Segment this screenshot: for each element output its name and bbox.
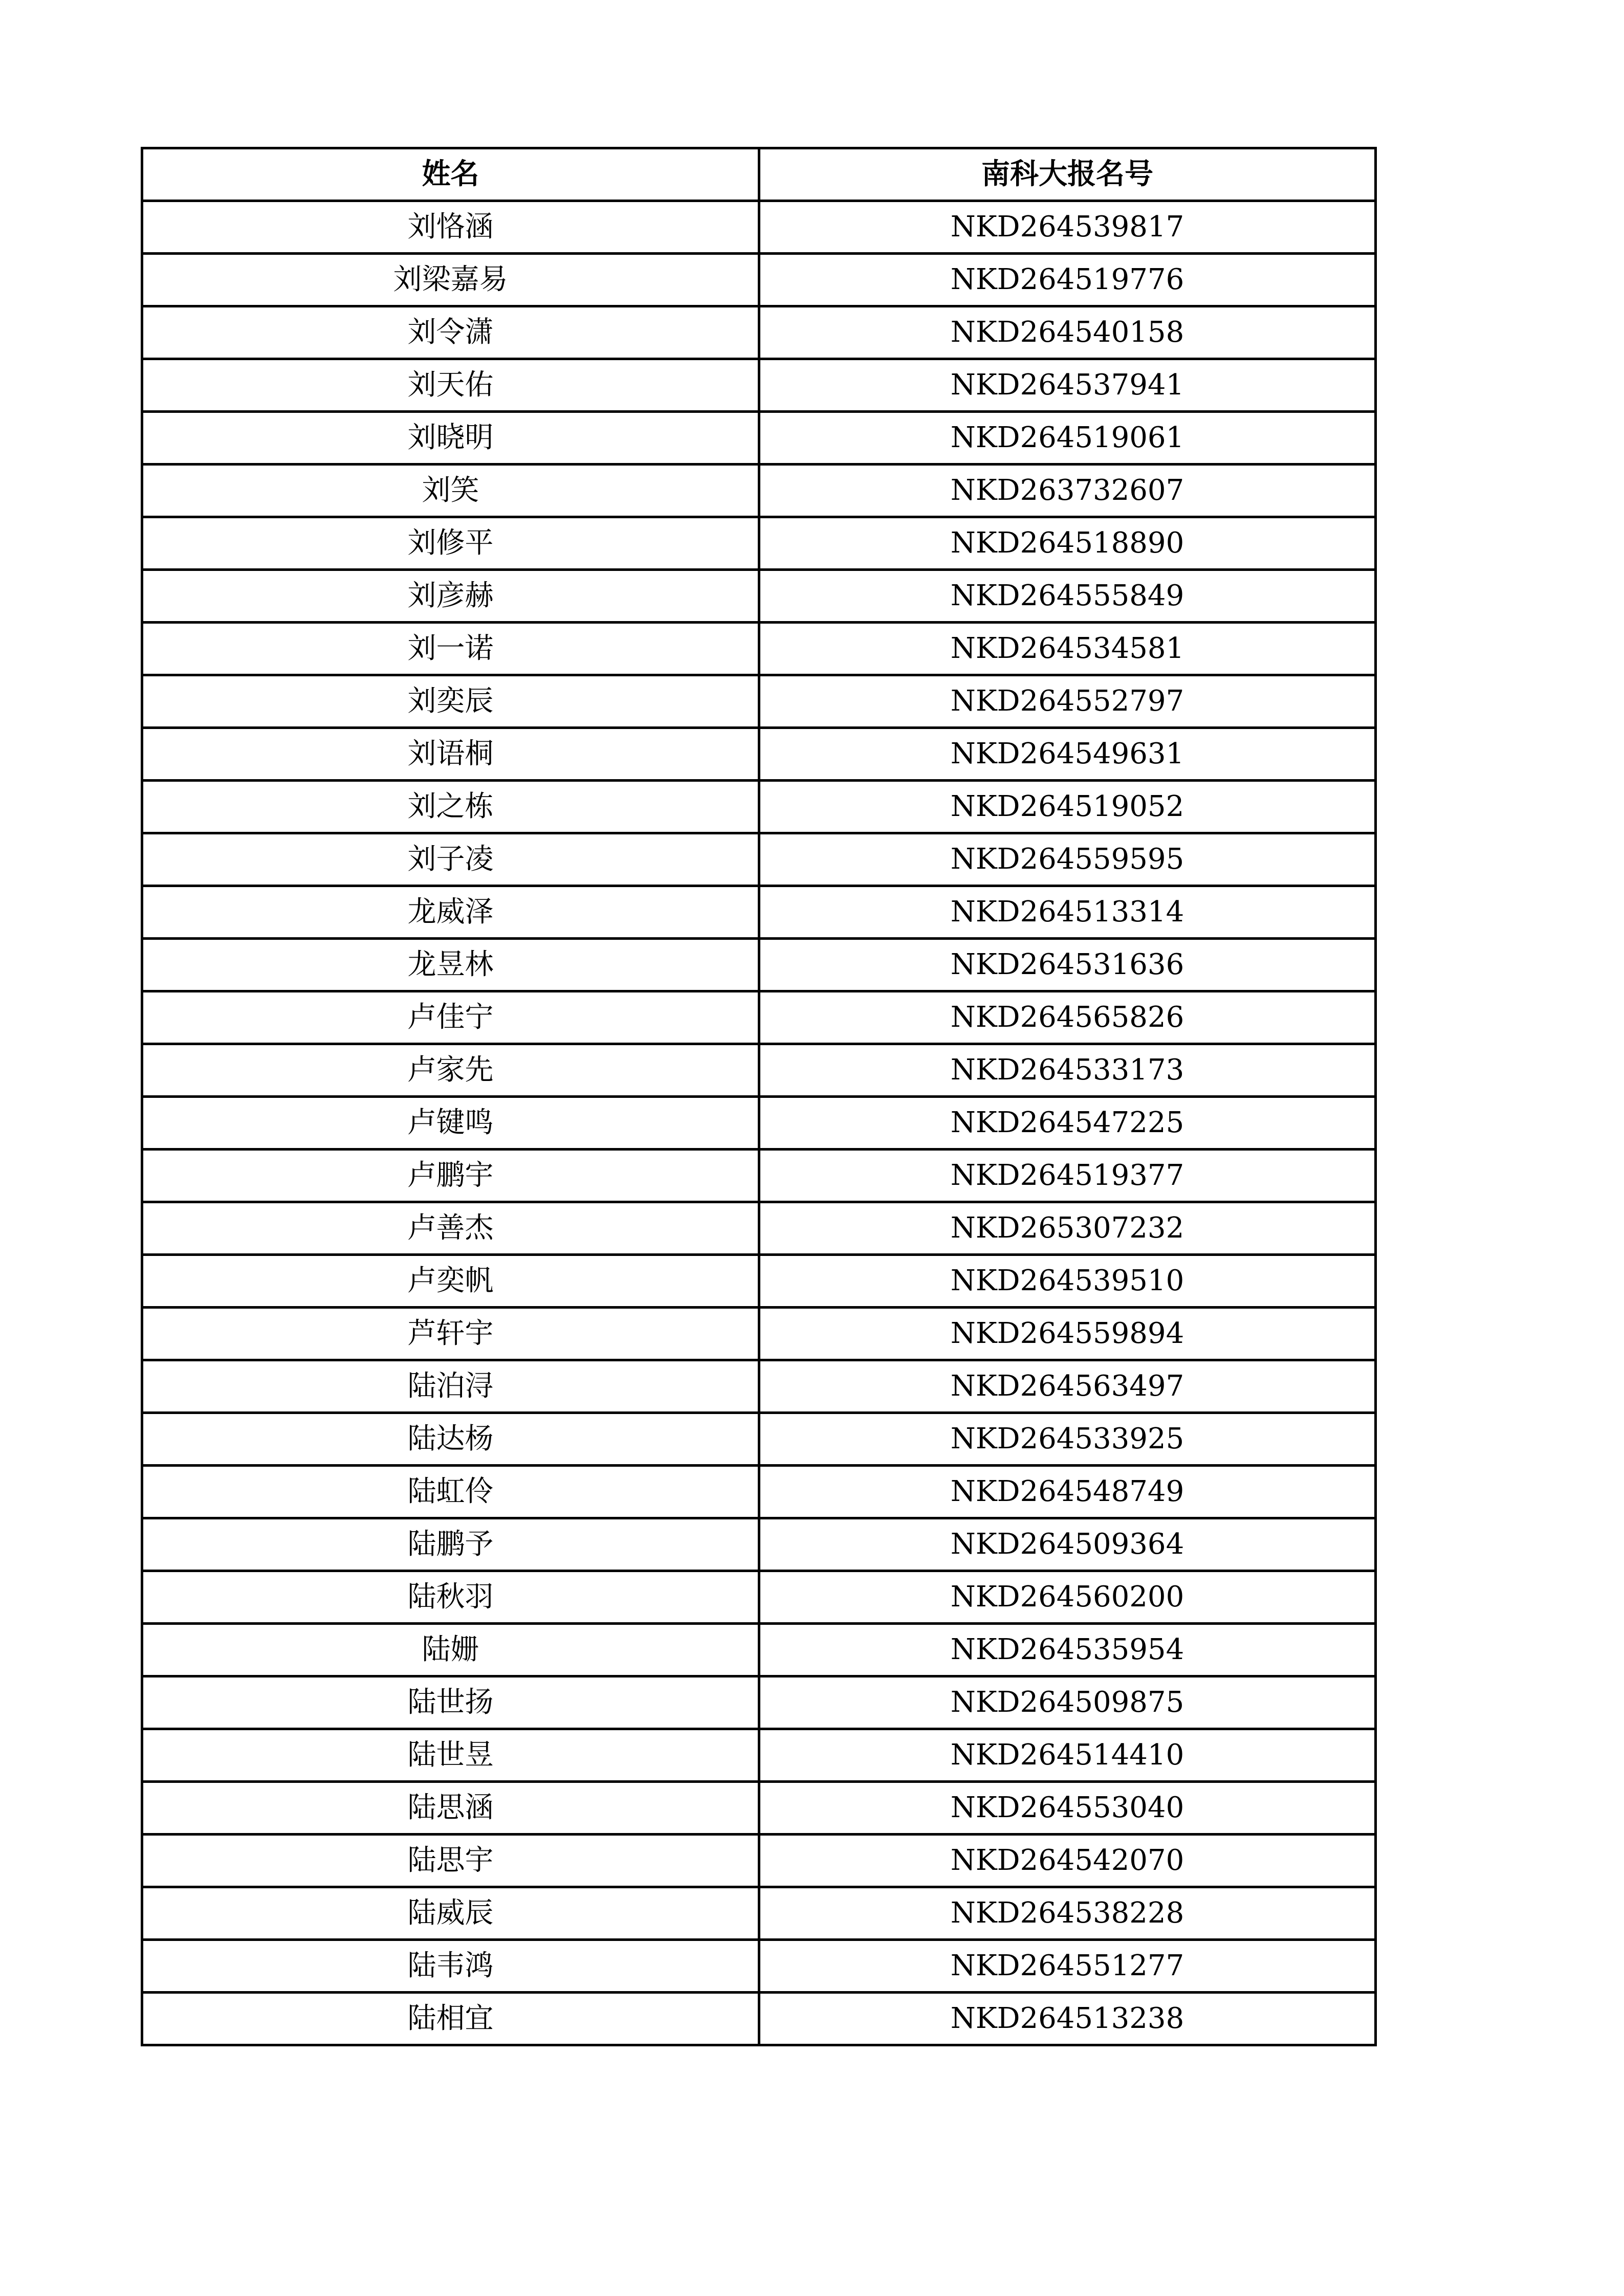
student-name-cell: 陆鹏予 [142, 1518, 759, 1571]
registration-number-cell: NKD264509875 [759, 1676, 1376, 1729]
header-name: 姓名 [142, 148, 759, 201]
table-row [142, 1624, 1376, 1676]
student-name-cell: 陆虹伶 [142, 1466, 759, 1518]
registration-number-cell: NKD264565826 [759, 991, 1376, 1044]
table-row [142, 886, 1376, 939]
table-row [142, 254, 1376, 306]
student-name-cell: 刘天佑 [142, 359, 759, 412]
student-name-cell: 卢家先 [142, 1044, 759, 1097]
registration-number-cell: NKD264514410 [759, 1729, 1376, 1782]
table-row [142, 675, 1376, 728]
registration-number-cell: NKD263732607 [759, 465, 1376, 517]
registration-number-cell: NKD264549631 [759, 728, 1376, 781]
registration-number-cell: NKD264563497 [759, 1360, 1376, 1413]
registration-number-cell: NKD264519061 [759, 412, 1376, 465]
table-row [142, 517, 1376, 570]
registration-number-cell: NKD264513314 [759, 886, 1376, 939]
table-row [142, 781, 1376, 833]
registration-number-cell: NKD264534581 [759, 623, 1376, 675]
registration-number-cell: NKD264519776 [759, 254, 1376, 306]
table-row [142, 1887, 1376, 1940]
registration-number-cell: NKD264551277 [759, 1940, 1376, 1993]
table-row [142, 465, 1376, 517]
student-name-cell: 卢键鸣 [142, 1097, 759, 1150]
registration-number-cell: NKD264560200 [759, 1571, 1376, 1624]
registration-number-cell: NKD264552797 [759, 675, 1376, 728]
student-name-cell: 陆泊浔 [142, 1360, 759, 1413]
table-row [142, 570, 1376, 623]
table-row [142, 1466, 1376, 1518]
roster-table [141, 147, 1377, 2046]
table-row [142, 1413, 1376, 1466]
registration-number-cell: NKD264518890 [759, 517, 1376, 570]
registration-number-cell: NKD264540158 [759, 306, 1376, 359]
registration-number-cell: NKD264547225 [759, 1097, 1376, 1150]
registration-number-cell: NKD265307232 [759, 1202, 1376, 1255]
registration-number-cell: NKD264537941 [759, 359, 1376, 412]
student-name-cell: 刘奕辰 [142, 675, 759, 728]
table-row [142, 1097, 1376, 1150]
table-row [142, 1308, 1376, 1360]
student-name-cell: 刘晓明 [142, 412, 759, 465]
student-name-cell: 陆秋羽 [142, 1571, 759, 1624]
table-row [142, 833, 1376, 886]
registration-number-cell: NKD264559894 [759, 1308, 1376, 1360]
table-row [142, 728, 1376, 781]
student-name-cell: 刘修平 [142, 517, 759, 570]
student-name-cell: 芦轩宇 [142, 1308, 759, 1360]
table-row [142, 939, 1376, 991]
student-name-cell: 刘恪涵 [142, 201, 759, 254]
student-name-cell: 陆姗 [142, 1624, 759, 1676]
registration-number-cell: NKD264519052 [759, 781, 1376, 833]
student-name-cell: 陆韦鸿 [142, 1940, 759, 1993]
table-row [142, 412, 1376, 465]
student-name-cell: 陆思涵 [142, 1782, 759, 1835]
student-name-cell: 刘彦赫 [142, 570, 759, 623]
student-name-cell: 刘之栋 [142, 781, 759, 833]
student-name-cell: 刘令潇 [142, 306, 759, 359]
table-row [142, 1202, 1376, 1255]
table-row [142, 1835, 1376, 1887]
table-row [142, 1993, 1376, 2045]
table-row [142, 991, 1376, 1044]
registration-number-cell: NKD264539510 [759, 1255, 1376, 1308]
table-row [142, 201, 1376, 254]
registration-number-cell: NKD264553040 [759, 1782, 1376, 1835]
registration-number-cell: NKD264509364 [759, 1518, 1376, 1571]
table-row [142, 359, 1376, 412]
student-name-cell: 卢奕帆 [142, 1255, 759, 1308]
student-name-cell: 陆思宇 [142, 1835, 759, 1887]
table-row [142, 623, 1376, 675]
student-name-cell: 陆世昱 [142, 1729, 759, 1782]
student-name-cell: 刘一诺 [142, 623, 759, 675]
registration-number-cell: NKD264555849 [759, 570, 1376, 623]
student-name-cell: 卢鹏宇 [142, 1150, 759, 1202]
student-name-cell: 卢佳宁 [142, 991, 759, 1044]
student-name-cell: 龙威泽 [142, 886, 759, 939]
table-row [142, 1518, 1376, 1571]
registration-number-cell: NKD264548749 [759, 1466, 1376, 1518]
table-row [142, 1150, 1376, 1202]
registration-number-cell: NKD264542070 [759, 1835, 1376, 1887]
table-row [142, 1940, 1376, 1993]
table-row [142, 1571, 1376, 1624]
table-row [142, 1255, 1376, 1308]
student-name-cell: 卢善杰 [142, 1202, 759, 1255]
table-row [142, 1729, 1376, 1782]
table-row [142, 1044, 1376, 1097]
table-row [142, 306, 1376, 359]
table-header [142, 148, 1376, 201]
registration-number-cell: NKD264539817 [759, 201, 1376, 254]
student-name-cell: 刘梁嘉易 [142, 254, 759, 306]
registration-number-cell: NKD264519377 [759, 1150, 1376, 1202]
registration-number-cell: NKD264559595 [759, 833, 1376, 886]
student-name-cell: 陆世扬 [142, 1676, 759, 1729]
registration-number-cell: NKD264538228 [759, 1887, 1376, 1940]
student-name-cell: 刘语桐 [142, 728, 759, 781]
student-name-cell: 陆达杨 [142, 1413, 759, 1466]
student-name-cell: 陆威辰 [142, 1887, 759, 1940]
registration-number-cell: NKD264533173 [759, 1044, 1376, 1097]
header-row [142, 148, 1376, 201]
registration-number-cell: NKD264531636 [759, 939, 1376, 991]
student-name-cell: 陆相宜 [142, 1993, 759, 2045]
student-name-cell: 刘笑 [142, 465, 759, 517]
registration-number-cell: NKD264533925 [759, 1413, 1376, 1466]
student-name-cell: 刘子凌 [142, 833, 759, 886]
table-row [142, 1360, 1376, 1413]
table-row [142, 1782, 1376, 1835]
registration-number-cell: NKD264535954 [759, 1624, 1376, 1676]
registration-number-cell: NKD264513238 [759, 1993, 1376, 2045]
student-name-cell: 龙昱林 [142, 939, 759, 991]
header-registration-number: 南科大报名号 [759, 148, 1376, 201]
table-row [142, 1676, 1376, 1729]
table-body [142, 201, 1376, 2045]
